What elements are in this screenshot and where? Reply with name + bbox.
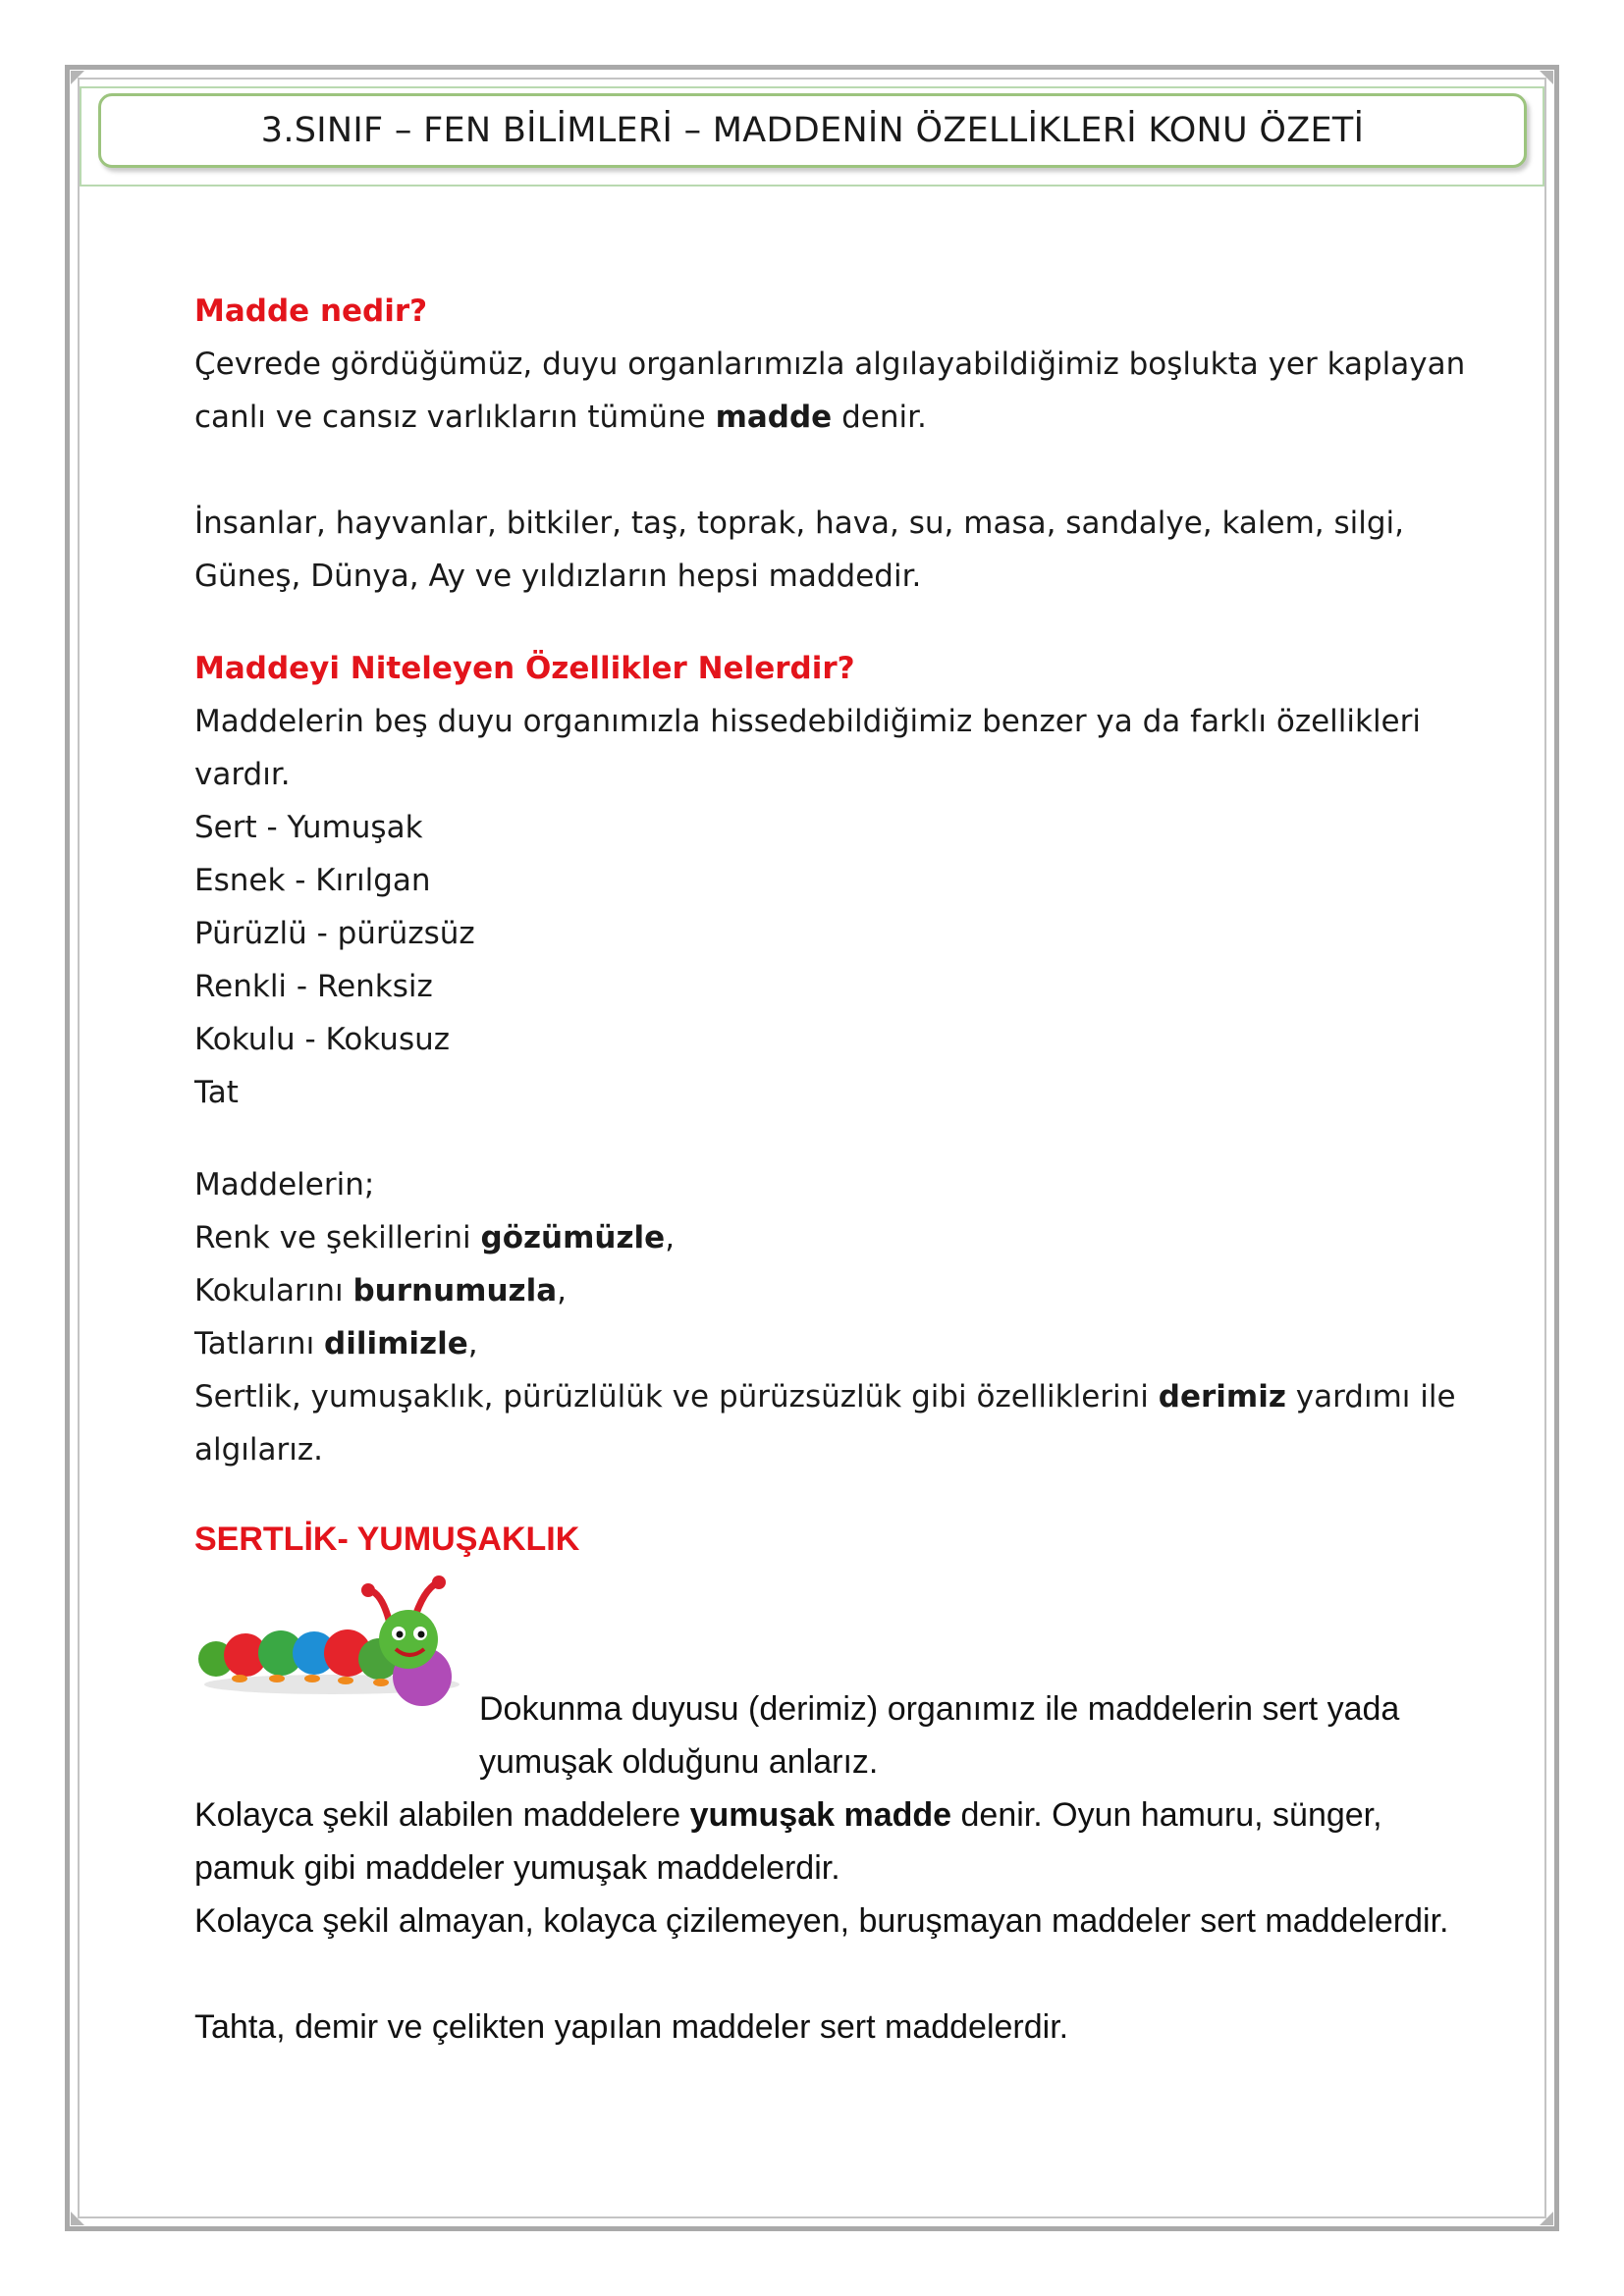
- properties-intro: Maddelerin beş duyu organımızla hissedebildiğimiz benzer ya da farklı özellikleri vardır.: [194, 704, 1421, 792]
- senses-lead: Maddelerin;: [194, 1167, 375, 1202]
- sense-line-eyes: Renk ve şekillerini gözümüzle,: [194, 1220, 676, 1255]
- sense-line-nose: Kokularını burnumuzla,: [194, 1273, 567, 1308]
- corner-ornament: [1540, 71, 1553, 84]
- page-title: 3.SINIF – FEN BİLİMLERİ – MADDENİN ÖZELLİKLERİ KONU ÖZETİ: [260, 111, 1365, 150]
- definition-paragraph: Çevrede gördüğümüz, duyu organlarımızla algılayabildiğimiz boşlukta yer kaplayan canlı ve cansız varlıkların tümüne madde denir.: [194, 347, 1466, 435]
- heading-hardness: SERTLİK- YUMUŞAKLIK: [194, 1521, 580, 1558]
- corner-ornament: [71, 2212, 84, 2225]
- hardness-paragraph-2: Kolayca şekil alabilen maddelere yumuşak madde denir. Oyun hamuru, sünger, pamuk gibi maddeler yumuşak maddelerdir.: [194, 1796, 1382, 1887]
- property-item: Esnek - Kırılgan: [194, 863, 431, 898]
- corner-ornament: [71, 71, 84, 84]
- main-content: [194, 285, 1471, 1476]
- property-item: Tat: [194, 1075, 239, 1110]
- hardness-paragraph-3: Kolayca şekil almayan, kolayca çizilemeyen, buruşmayan maddeler sert maddelerdir.: [194, 1902, 1449, 1940]
- heading-properties: Maddeyi Niteleyen Özellikler Nelerdir?: [194, 651, 855, 686]
- property-item: Renkli - Renksiz: [194, 969, 433, 1004]
- property-item: Sert - Yumuşak: [194, 810, 423, 845]
- sense-line-tongue: Tatlarını dilimizle,: [194, 1326, 478, 1362]
- hardness-paragraph-4: Tahta, demir ve çelikten yapılan maddeler sert maddelerdir.: [194, 2008, 1069, 2046]
- hardness-section: [194, 1510, 1471, 2054]
- sense-line-skin: Sertlik, yumuşaklık, pürüzlülük ve pürüzsüzlük gibi özelliklerini derimiz yardımı ile algılarız.: [194, 1379, 1456, 1468]
- property-item: Kokulu - Kokusuz: [194, 1022, 451, 1057]
- caterpillar-illustration: [194, 1569, 469, 1726]
- heading-madde-nedir: Madde nedir?: [194, 294, 428, 329]
- examples-paragraph: İnsanlar, hayvanlar, bitkiler, taş, toprak, hava, su, masa, sandalye, kalem, silgi, Güneş, Dünya, Ay ve yıldızların hepsi maddedir.: [194, 506, 1405, 594]
- corner-ornament: [1540, 2212, 1553, 2225]
- property-item: Pürüzlü - pürüzsüz: [194, 916, 475, 951]
- header-box: [98, 93, 1527, 168]
- hardness-paragraph-1: Dokunma duyusu (derimiz) organımız ile maddelerin sert yada yumuşak olduğunu anlarız.: [479, 1690, 1400, 1781]
